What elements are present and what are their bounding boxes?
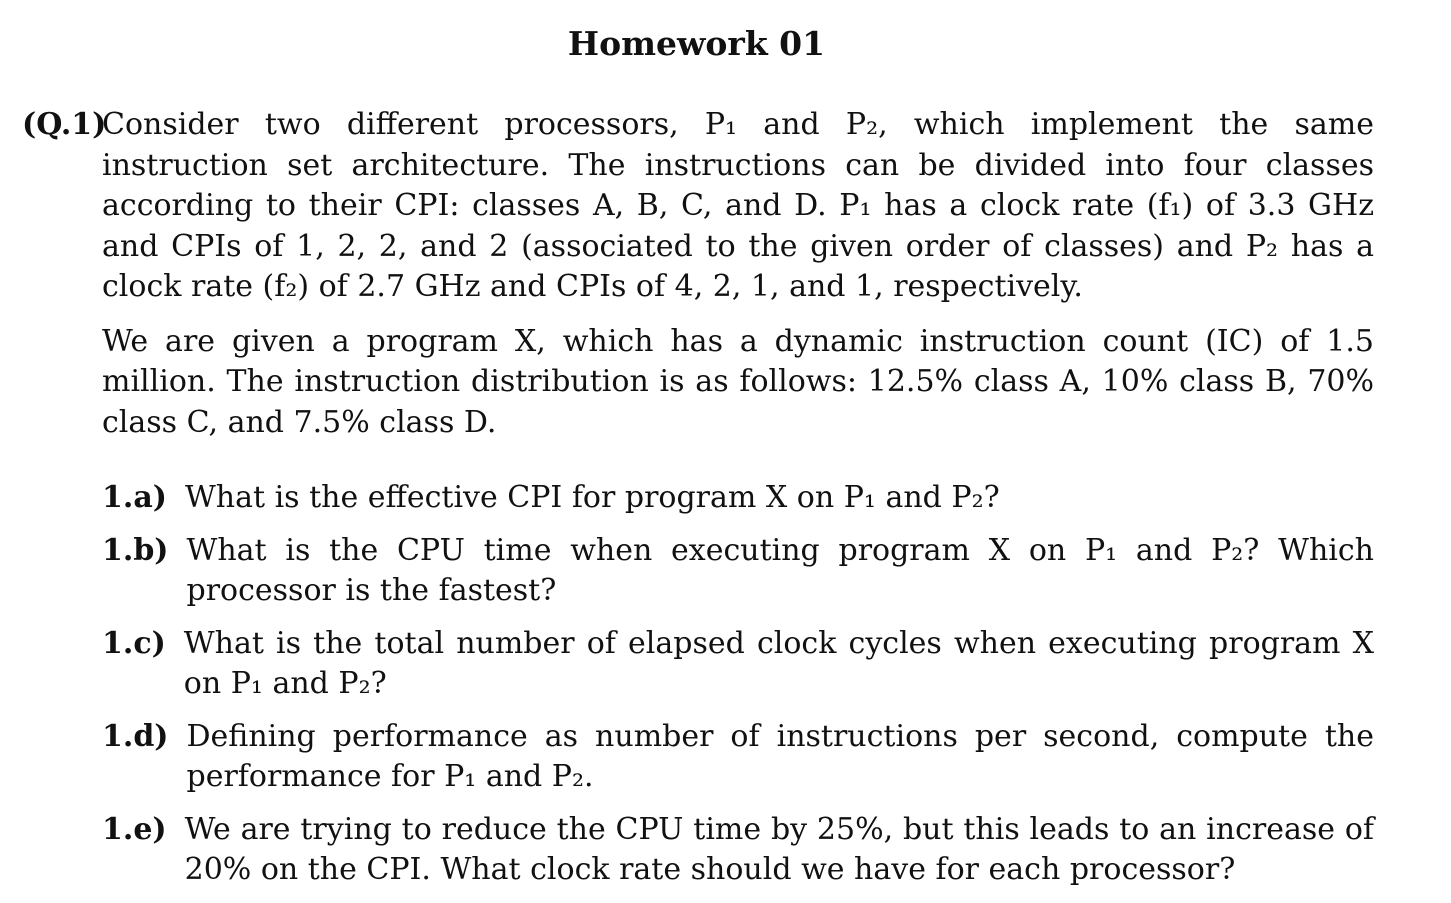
subquestion-1c — [102, 624, 1374, 705]
subquestion-label: 1.b) — [102, 532, 169, 568]
subquestion-text: What is the CPU time when executing program X on P₁ and P₂? Which processor is the fastest? — [186, 532, 1374, 608]
subquestion-text: Defining performance as number of instructions per second, compute the performance for P₁ and P₂. — [186, 718, 1374, 794]
subquestion-1e — [102, 810, 1374, 891]
subquestion-list — [102, 478, 1374, 903]
question-paragraph-1: Consider two different processors, P₁ and P₂, which implement the same instruction set architecture. The instructions can be divided into four classes according to their CPI: classes A, B, C, and D. P₁ has a clock rate (f₁) of 3.3 GHz and CPIs of 1, 2, 2, and 2 (associated to the given order of classes) and P₂ has a clock rate (f₂) of 2.7 GHz and CPIs of 4, 2, 1, and 1, respectively. — [102, 107, 1374, 304]
subquestion-1d — [102, 717, 1374, 798]
subquestion-text: What is the effective CPI for program X on P₁ and P₂? — [184, 480, 1000, 515]
subquestion-text: We are trying to reduce the CPU time by 25%, but this leads to an increase of 20% on the CPI. What clock rate should we have for each processor? — [184, 811, 1374, 887]
page-title: Homework 01 — [567, 24, 826, 63]
question-label: (Q.1) — [22, 107, 107, 142]
subquestion-label: 1.c) — [102, 625, 166, 661]
subquestion-label: 1.d) — [102, 718, 169, 754]
question-paragraph-2: We are given a program X, which has a dynamic instruction count (IC) of 1.5 million. The instruction distribution is as follows: 12.5% class A, 10% class B, 70% class C, and 7.5% class D. — [102, 323, 1374, 440]
subquestion-label: 1.a) — [102, 480, 167, 515]
subquestion-text: What is the total number of elapsed clock cycles when executing program X on P₁ and P₂? — [183, 625, 1374, 701]
subquestion-1a — [102, 478, 1374, 519]
question-block — [22, 105, 1374, 443]
subquestion-label: 1.e) — [102, 811, 167, 847]
subquestion-1b — [102, 531, 1374, 612]
